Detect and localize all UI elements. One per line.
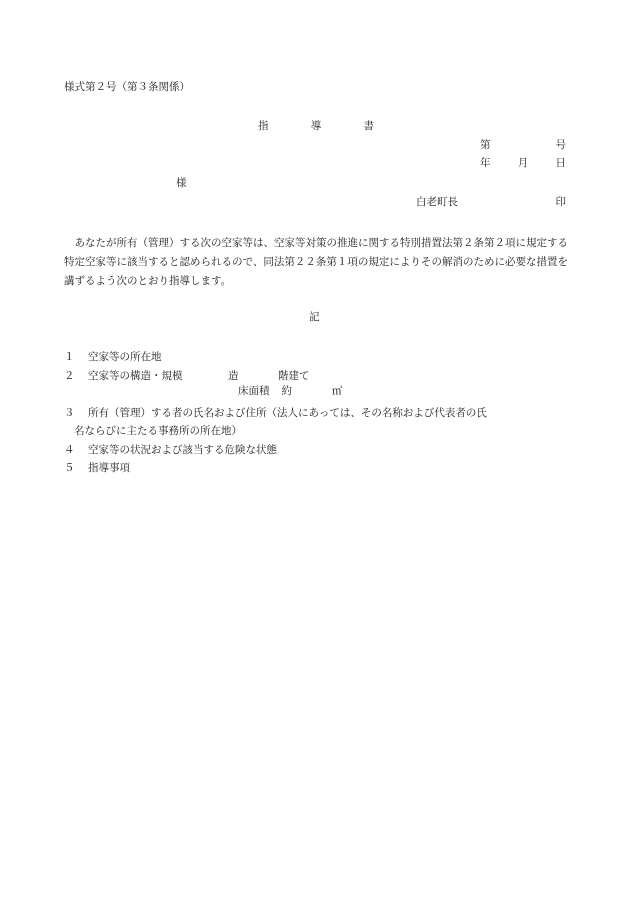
item-list [64, 348, 568, 478]
issuer-name: 白老町長 [416, 196, 458, 208]
structure-row [88, 367, 568, 386]
item-number: ２ [64, 369, 75, 382]
item-number: ３ [64, 406, 75, 419]
document-number [480, 139, 566, 152]
body-text: あなたが所有（管理）する次の空家等は、空家等対策の推進に関する特別措置法第２条第２項に規定する特定空家等に該当すると認められるので、同法第２２条第１項の規定によりその解消のために必要な措置を講ずるよう次のとおり指導します。 [64, 237, 568, 287]
body-paragraph [64, 234, 568, 291]
date-day: 日 [555, 157, 566, 169]
form-number: 様式第２号（第３条関係） [64, 81, 190, 93]
issuer [416, 196, 566, 209]
title-char-3: 書 [363, 120, 374, 132]
item-label: 空家等の所在地 [88, 351, 162, 363]
document-title [258, 120, 374, 133]
issuer-seal: 印 [555, 196, 566, 208]
item-label: 指導事項 [88, 462, 130, 474]
stories-suffix: 階建て [278, 369, 310, 382]
item-label-line1: 所有（管理）する者の氏名および住所（法人にあっては、その名称および代表者の氏 [88, 406, 487, 419]
item-number: １ [64, 351, 75, 363]
structure-type-suffix: 造 [228, 369, 239, 382]
document-number-prefix: 第 [480, 139, 491, 151]
floor-area-row [238, 385, 343, 398]
list-item-1 [64, 348, 568, 367]
item-label: 空家等の構造・規模 [88, 369, 183, 382]
item-label: 空家等の状況および該当する危険な状態 [88, 443, 277, 456]
list-item-4 [64, 441, 568, 460]
addressee-honorific: 様 [176, 177, 187, 189]
date-year: 年 [480, 157, 491, 169]
list-item-3 [64, 404, 568, 441]
title-char-2: 導 [310, 120, 322, 132]
title-char-1: 指 [258, 120, 269, 132]
document-number-suffix: 号 [555, 139, 566, 151]
item-label-line2: 名ならびに主たる事務所の所在地） [74, 425, 242, 437]
issue-date [480, 157, 566, 170]
item-number: ５ [64, 462, 75, 474]
floor-area-label: 床面積 [238, 385, 270, 397]
date-month: 月 [517, 157, 529, 169]
list-item-2 [64, 367, 568, 386]
area-unit: ㎡ [332, 385, 343, 397]
list-item-5 [64, 459, 568, 478]
item-number: ４ [64, 443, 75, 456]
approx-label: 約 [281, 385, 292, 397]
ki-heading: 記 [309, 311, 320, 323]
